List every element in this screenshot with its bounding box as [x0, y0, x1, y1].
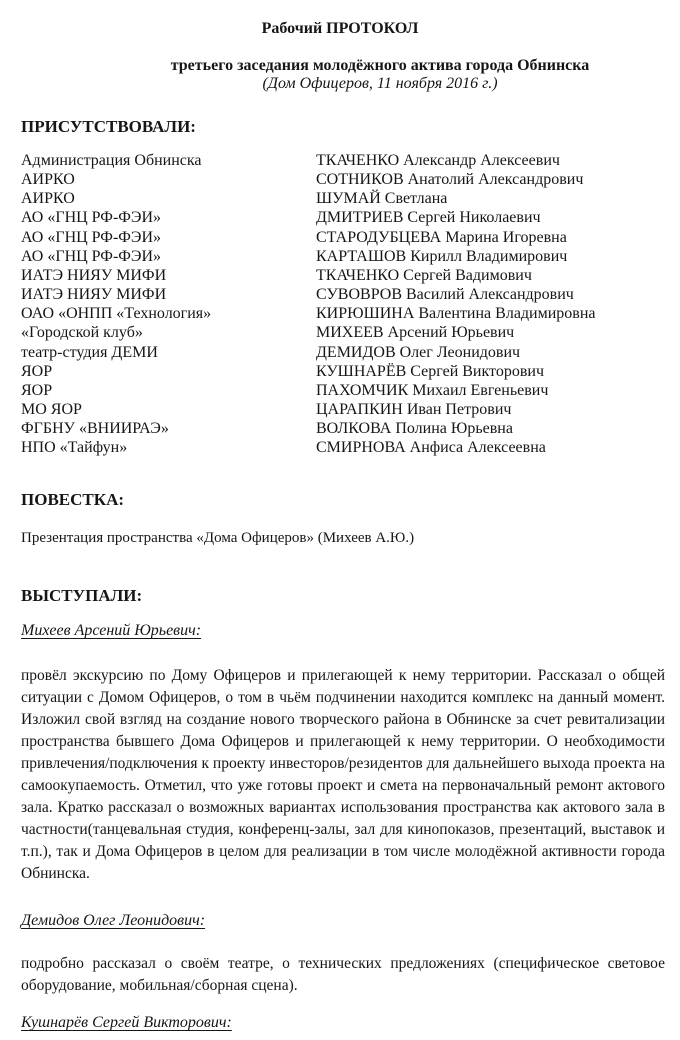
speaker-name: Михеев Арсений Юрьевич: — [21, 622, 202, 639]
person-item: КИРЮШИНА Валентина Владимировна — [316, 305, 596, 323]
person-item: СОТНИКОВ Анатолий Александрович — [316, 171, 584, 189]
person-item: МИХЕЕВ Арсений Юрьевич — [316, 324, 515, 342]
person-item: КАРТАШОВ Кирилл Владимирович — [316, 247, 568, 265]
organization-item: театр-студия ДЕМИ — [21, 343, 158, 361]
speeches-heading: ВЫСТУПАЛИ: — [21, 586, 143, 605]
organization-item: ФГБНУ «ВНИИРАЭ» — [21, 420, 169, 438]
organization-item: ЯОР — [21, 381, 53, 399]
organization-item: Администрация Обнинска — [21, 152, 202, 169]
organization-item: ОАО «ОНПП «Технология» — [21, 305, 212, 323]
person-item: ШУМАЙ Светлана — [316, 190, 448, 208]
people-list — [316, 151, 596, 458]
person-item: ДМИТРИЕВ Сергей Николаевич — [316, 209, 541, 227]
organization-item: НПО «Тайфун» — [21, 439, 128, 457]
speaker-name: Демидов Олег Леонидович: — [21, 912, 206, 929]
organization-item: АИРКО — [21, 171, 75, 189]
person-item: ПАХОМЧИК Михаил Евгеньевич — [316, 381, 549, 399]
document-title: Рабочий ПРОТОКОЛ — [261, 20, 419, 37]
person-item: ТКАЧЕНКО Александр Алексеевич — [316, 152, 560, 169]
person-item: СМИРНОВА Анфиса Алексеевна — [316, 439, 546, 457]
organization-item: АИРКО — [21, 190, 75, 208]
person-item: ДЕМИДОВ Олег Леонидович — [316, 343, 521, 361]
organization-item: «Городской клуб» — [21, 324, 143, 342]
organization-item: АО «ГНЦ РФ-ФЭИ» — [21, 228, 162, 246]
agenda-text: Презентация пространства «Дома Офицеров» (Михеев А.Ю.) — [21, 530, 415, 546]
person-item: СУВОВРОВ Василий Александрович — [316, 286, 574, 304]
speech-text: провёл экскурсию по Дому Офицеров и прилегающей к нему территории. Рассказал о общей ситуации с Домом Офицеров, о том в чьём подчинении находится комплекс на данный момент. Изложил свой взгляд на создание нового творческого района в Обнинске за счет ревитализации пространства бывшего Дома Офицеров и прилегающей к нему территории. О необходимости привлечения/подключения к проекту инвесторов/резидентов для дальнейшего выхода проекта на самоокупаемость. Отметил, что уже готовы проект и смета на первоначальный ремонт актового зала. Кратко рассказал о возможных вариантах использования пространства как актового зала в частности(танцевальная студия, конференц-залы, зал для кинопоказов, презентаций, выставок и т.п.), так и Дома Офицеров в целом для реализации в том числе молодёжной активности города Обнинска. — [21, 667, 665, 882]
organization-item: МО ЯОР — [21, 401, 82, 419]
person-item: ЦАРАПКИН Иван Петрович — [316, 401, 512, 419]
organization-item: ИАТЭ НИЯУ МИФИ — [21, 266, 167, 284]
document-place-date: (Дом Офицеров, 11 ноября 2016 г.) — [262, 75, 498, 92]
person-item: ВОЛКОВА Полина Юрьевна — [316, 420, 513, 438]
person-item: СТАРОДУБЦЕВА Марина Игоревна — [316, 228, 567, 246]
speech-text: подробно рассказал о своём театре, о технических предложениях (специфическое световое оборудование, мобильная/сборная сцена). — [21, 955, 665, 994]
document-subtitle: третьего заседания молодёжного актива города Обнинска — [170, 57, 590, 74]
organization-item: ЯОР — [21, 362, 53, 380]
organizations-list — [21, 151, 211, 458]
speaker-name: Кушнарёв Сергей Викторович: — [21, 1014, 232, 1031]
organization-item: АО «ГНЦ РФ-ФЭИ» — [21, 209, 162, 227]
organization-item: ИАТЭ НИЯУ МИФИ — [21, 286, 167, 304]
organization-item: АО «ГНЦ РФ-ФЭИ» — [21, 247, 162, 265]
person-item: КУШНАРЁВ Сергей Викторович — [316, 362, 544, 380]
person-item: ТКАЧЕНКО Сергей Вадимович — [316, 266, 532, 284]
agenda-heading: ПОВЕСТКА: — [21, 490, 125, 509]
attendees-heading: ПРИСУТСТВОВАЛИ: — [21, 117, 196, 136]
